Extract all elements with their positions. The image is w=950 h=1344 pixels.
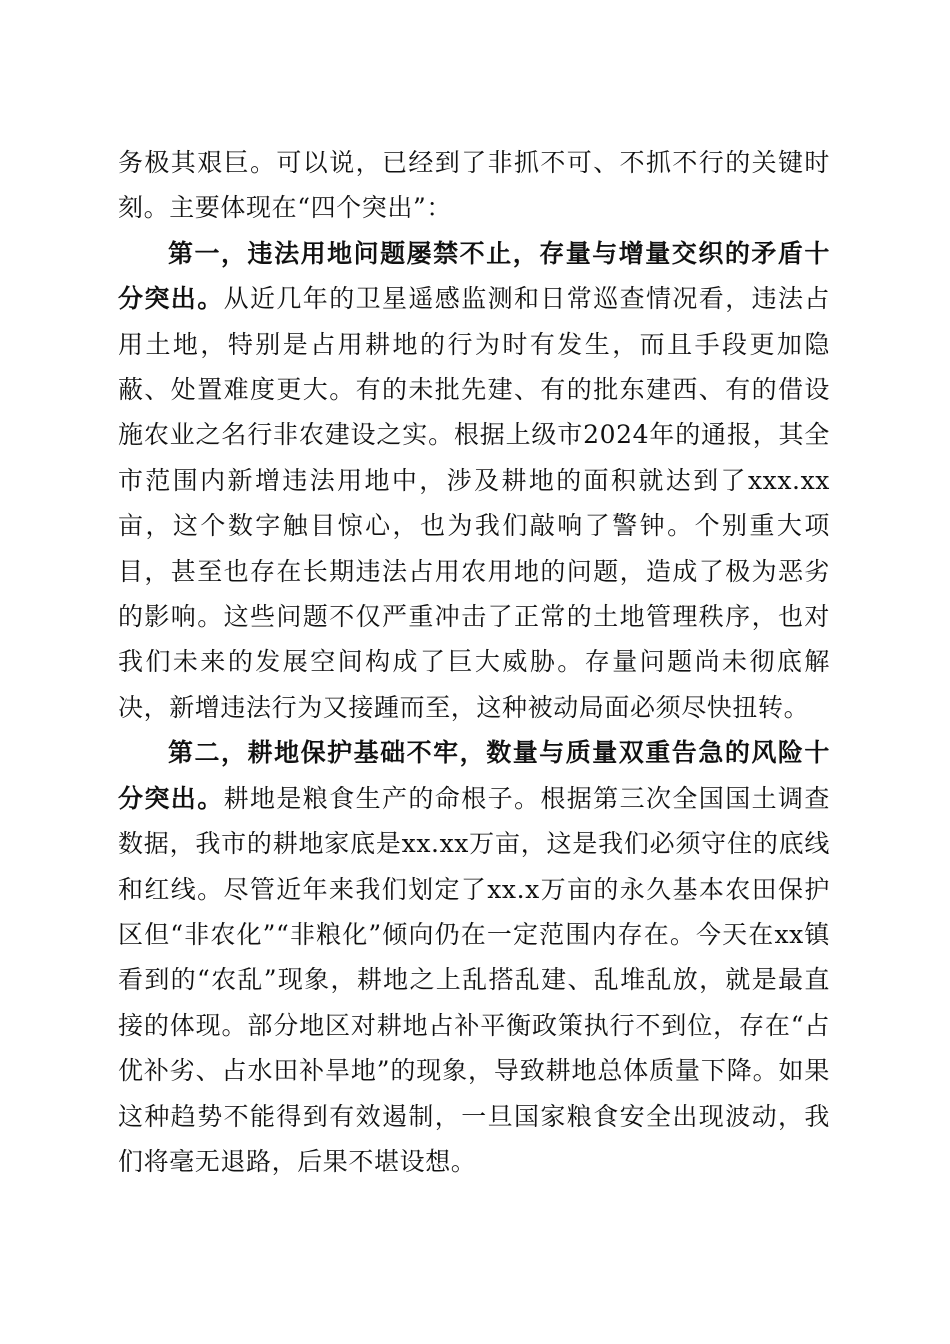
paragraph-text: 耕地是粮食生产的命根子。根据第三次全国国土调查数据，我市的耕地家底是xx.xx万亩，这是我们必须守住的底线和红线。尽管近年来我们划定了xx.x万亩的永久基本农田保护区但“非农化”“非粮化”倾向仍在一定范围内存在。今天在xx镇看到的“农乱”现象，耕地之上乱搭乱建、乱堆乱放，就是最直接的体现。部分地区对耕地占补平衡政策执行不到位，存在“占优补劣、占水田补旱地”的现象，导致耕地总体质量下降。如果这种趋势不能得到有效遏制，一旦国家粮食安全出现波动，我们将毫无退路，后果不堪设想。 bbox=[118, 783, 830, 1176]
paragraph-heading: 第一，违法用地问题屡禁不止，存量与增量交织的矛盾十分突出。 bbox=[118, 238, 830, 314]
paragraph-heading: 第二，耕地保护基础不牢，数量与质量双重告急的风险十分突出。 bbox=[118, 738, 830, 813]
paragraph-continuation bbox=[118, 140, 830, 231]
body-text bbox=[118, 140, 830, 1184]
paragraph-first-point bbox=[118, 231, 830, 730]
paragraph-text: 务极其艰巨。可以说，已经到了非抓不可、不抓不行的关键时刻。主要体现在“四个突出”： bbox=[118, 148, 830, 223]
paragraph-second-point bbox=[118, 730, 830, 1184]
paragraph-text: 从近几年的卫星遥感监测和日常巡查情况看，违法占用土地，特别是占用耕地的行为时有发生，而且手段更加隐蔽、处置难度更大。有的未批先建、有的批东建西、有的借设施农业之名行非农建设之实。根据上级市2024年的通报，其全市范围内新增违法用地中，涉及耕地的面积就达到了xxx.xx亩，这个数字触目惊心，也为我们敲响了警钟。个别重大项目，甚至也存在长期违法占用农用地的问题，造成了极为恶劣的影响。这些问题不仅严重冲击了正常的土地管理秩序，也对我们未来的发展空间构成了巨大威胁。存量问题尚未彻底解决，新增违法行为又接踵而至，这种被动局面必须尽快扭转。 bbox=[118, 284, 830, 722]
